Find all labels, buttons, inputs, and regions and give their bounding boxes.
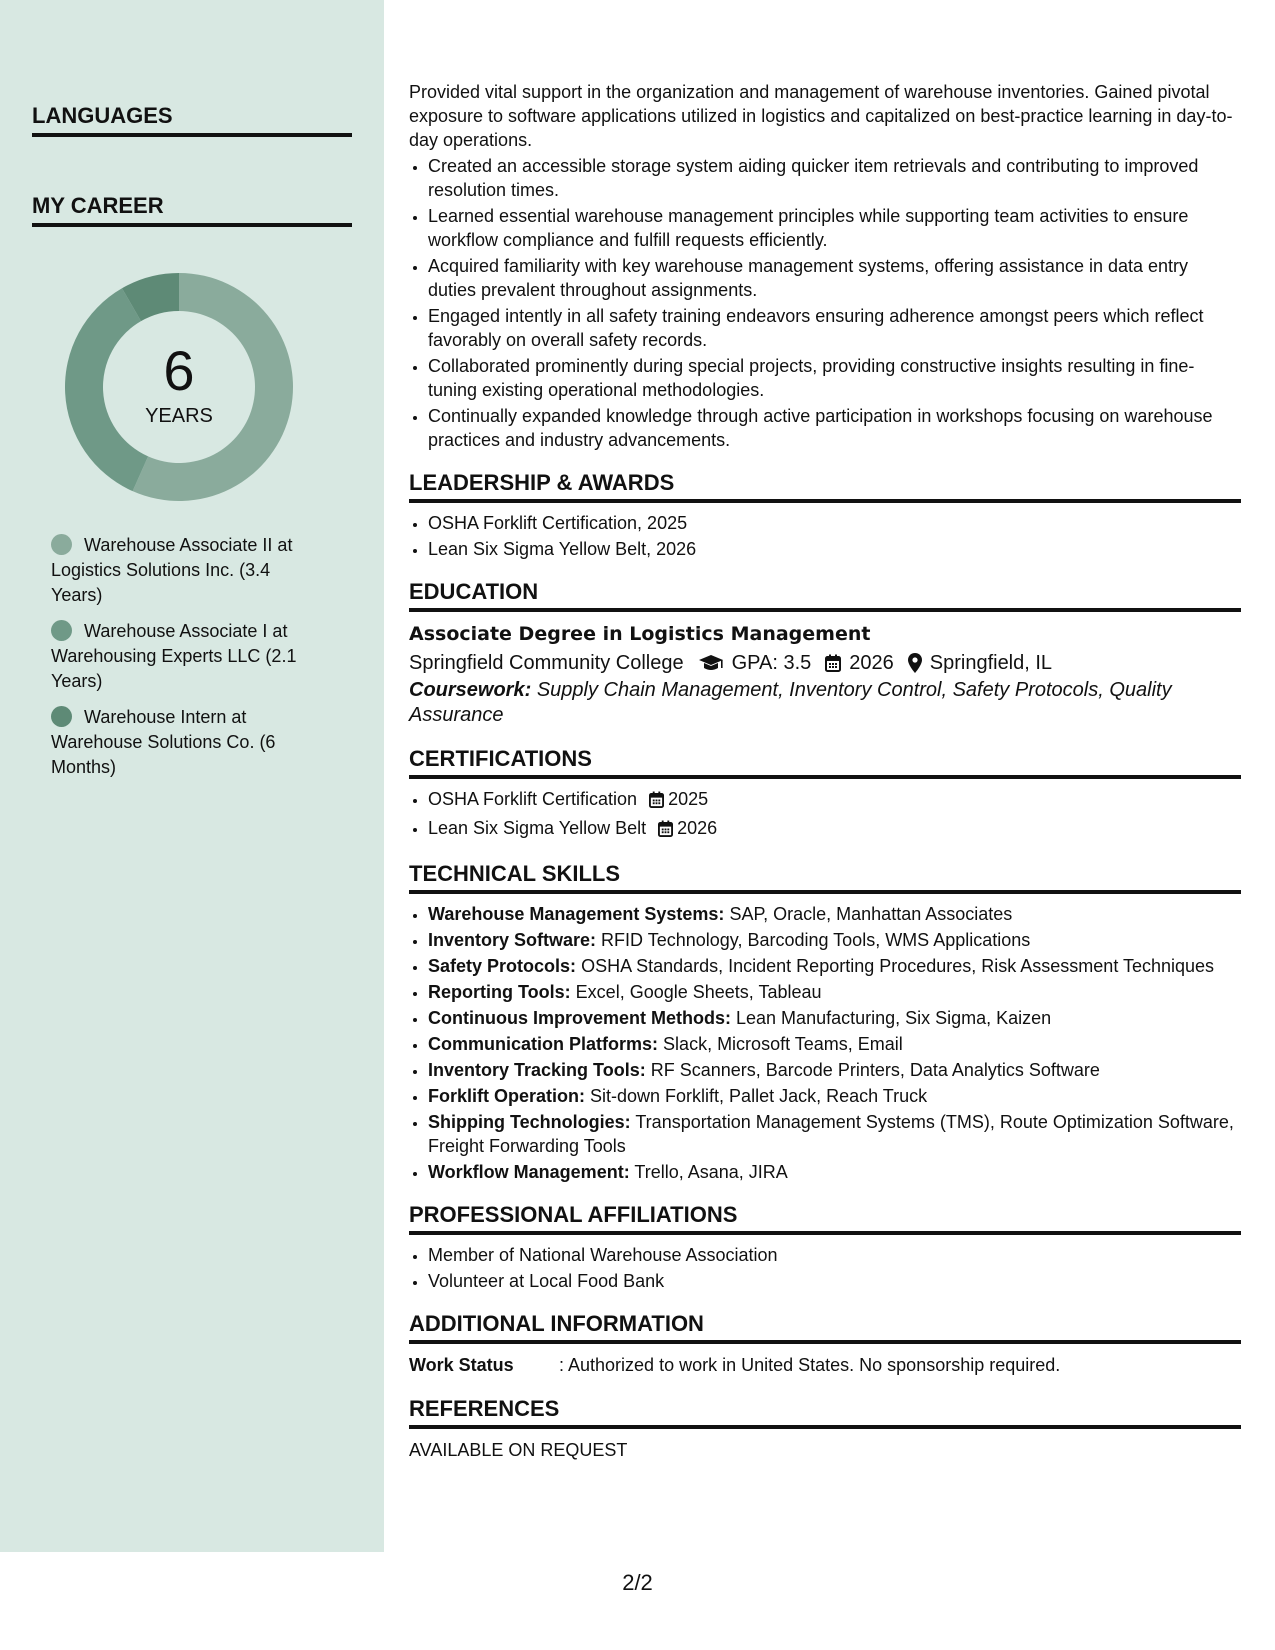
donut-center [64,272,294,502]
skill-label: Workflow Management: [428,1162,630,1182]
list-item: • Volunteer at Local Food Bank [428,1269,1241,1293]
skill-label: Shipping Technologies: [428,1112,631,1132]
years-number: 6 [163,338,195,402]
legend-dot-icon [51,534,72,555]
career-item-label: Warehouse Intern at Warehouse Solutions Co. (6 Months) [51,707,276,777]
calendar-icon [649,790,664,814]
certification-name: Lean Six Sigma Yellow Belt [428,818,647,838]
school-location: Springfield, IL [929,652,1053,674]
list-item [428,787,1241,814]
calendar-icon [825,654,841,672]
experience-bullets [409,154,1241,452]
list-item: • Member of National Warehouse Association [428,1243,1241,1267]
list-item [428,954,1241,978]
skill-value: Trello, Asana, JIRA [634,1162,788,1182]
certifications-list [409,787,1241,843]
references-text: AVAILABLE ON REQUEST [409,1440,628,1460]
references-heading: REFERENCES [409,1396,1241,1429]
list-item: • Collaborated prominently during special projects, providing constructive insights resulting in fine-tuning existing operational methodologies. [428,354,1241,402]
education-details [409,648,1241,678]
certification-year: 2025 [668,789,709,809]
career-list [51,533,321,791]
affiliations-heading: PROFESSIONAL AFFILIATIONS [409,1202,1241,1235]
skill-label: Inventory Software: [428,930,597,950]
skill-value: Transportation Management Systems (TMS), Route Optimization Software, Freight Forwarding Tools [428,1112,1234,1156]
list-item [428,1160,1241,1184]
career-item-label: Warehouse Associate II at Logistics Solutions Inc. (3.4 Years) [51,535,293,605]
list-item: • Lean Six Sigma Yellow Belt, 2026 [428,537,1241,561]
education-heading: EDUCATION [409,579,1241,612]
skill-value: Slack, Microsoft Teams, Email [663,1034,903,1054]
skill-value: Lean Manufacturing, Six Sigma, Kaizen [736,1008,1052,1028]
list-item [428,1058,1241,1082]
school-name: Springfield Community College [409,652,684,674]
main-content [409,80,1241,1463]
career-item [51,619,321,694]
career-heading: MY CAREER [32,193,352,227]
list-item [428,980,1241,1004]
list-item: • Continually expanded knowledge through active participation in workshops focusing on warehouse practices and industry advancements. [428,404,1241,452]
skill-value: RFID Technology, Barcoding Tools, WMS Applications [601,930,1031,950]
skill-label: Forklift Operation: [428,1086,585,1106]
leadership-list [409,511,1241,561]
list-item [428,1032,1241,1056]
leadership-heading: LEADERSHIP & AWARDS [409,470,1241,503]
experience-intro: Provided vital support in the organization and management of warehouse inventories. Gained pivotal exposure to software applications utilized in logistics and capitalized on best-practice learning in day-to-day operations. [409,82,1233,150]
skill-label: Continuous Improvement Methods: [428,1008,731,1028]
list-item: • Created an accessible storage system aiding quicker item retrievals and contributing to improved resolution times. [428,154,1241,202]
additional-info-heading: ADDITIONAL INFORMATION [409,1311,1241,1344]
work-status-row [409,1352,1241,1378]
list-item: • Engaged intently in all safety training endeavors ensuring adherence amongst peers which reflect favorably on overall safety records. [428,304,1241,352]
graduation-year: 2026 [849,652,894,674]
skill-value: OSHA Standards, Incident Reporting Procedures, Risk Assessment Techniques [581,956,1215,976]
list-item: • Learned essential warehouse management principles while supporting team activities to ensure workflow compliance and fulfill requests efficiently. [428,204,1241,252]
legend-dot-icon [51,706,72,727]
career-item [51,705,321,780]
list-item [428,1084,1241,1108]
skill-value: RF Scanners, Barcode Printers, Data Analytics Software [650,1060,1100,1080]
languages-heading: LANGUAGES [32,103,352,137]
legend-dot-icon [51,620,72,641]
skill-value: SAP, Oracle, Manhattan Associates [729,904,1013,924]
certification-year: 2026 [677,818,718,838]
skill-label: Communication Platforms: [428,1034,659,1054]
calendar-icon [658,819,673,843]
list-item: • Acquired familiarity with key warehouse management systems, offering assistance in data entry duties prevalent throughout assignments. [428,254,1241,302]
work-status-value: : Authorized to work in United States. No sponsorship required. [559,1355,1061,1375]
skill-label: Safety Protocols: [428,956,577,976]
list-item: • OSHA Forklift Certification, 2025 [428,511,1241,535]
coursework-label: Coursework: [409,679,532,701]
certification-name: OSHA Forklift Certification [428,789,638,809]
page-number: 2/2 [622,1570,653,1595]
list-item [428,1110,1241,1158]
sidebar [0,0,384,1552]
graduation-cap-icon [698,654,724,672]
years-unit: YEARS [145,404,213,427]
coursework-list: Supply Chain Management, Inventory Control, Safety Protocols, Quality Assurance [409,679,1172,726]
skill-label: Inventory Tracking Tools: [428,1060,646,1080]
skills-list [409,902,1241,1184]
list-item [428,928,1241,952]
career-donut-chart [64,272,294,502]
skill-value: Excel, Google Sheets, Tableau [575,982,822,1002]
career-item-label: Warehouse Associate I at Warehousing Experts LLC (2.1 Years) [51,621,297,691]
skills-heading: TECHNICAL SKILLS [409,861,1241,894]
skill-label: Reporting Tools: [428,982,571,1002]
gpa-value: GPA: 3.5 [731,652,812,674]
list-item [428,902,1241,926]
list-item [428,1006,1241,1030]
work-status-label: Work Status [409,1355,514,1375]
skill-value: Sit-down Forklift, Pallet Jack, Reach Truck [590,1086,928,1106]
degree-title: Associate Degree in Logistics Management [409,623,871,645]
certifications-heading: CERTIFICATIONS [409,746,1241,779]
skill-label: Warehouse Management Systems: [428,904,725,924]
career-item [51,533,321,608]
list-item [428,816,1241,843]
coursework [409,678,1241,728]
location-pin-icon [908,653,922,673]
affiliations-list [409,1243,1241,1293]
